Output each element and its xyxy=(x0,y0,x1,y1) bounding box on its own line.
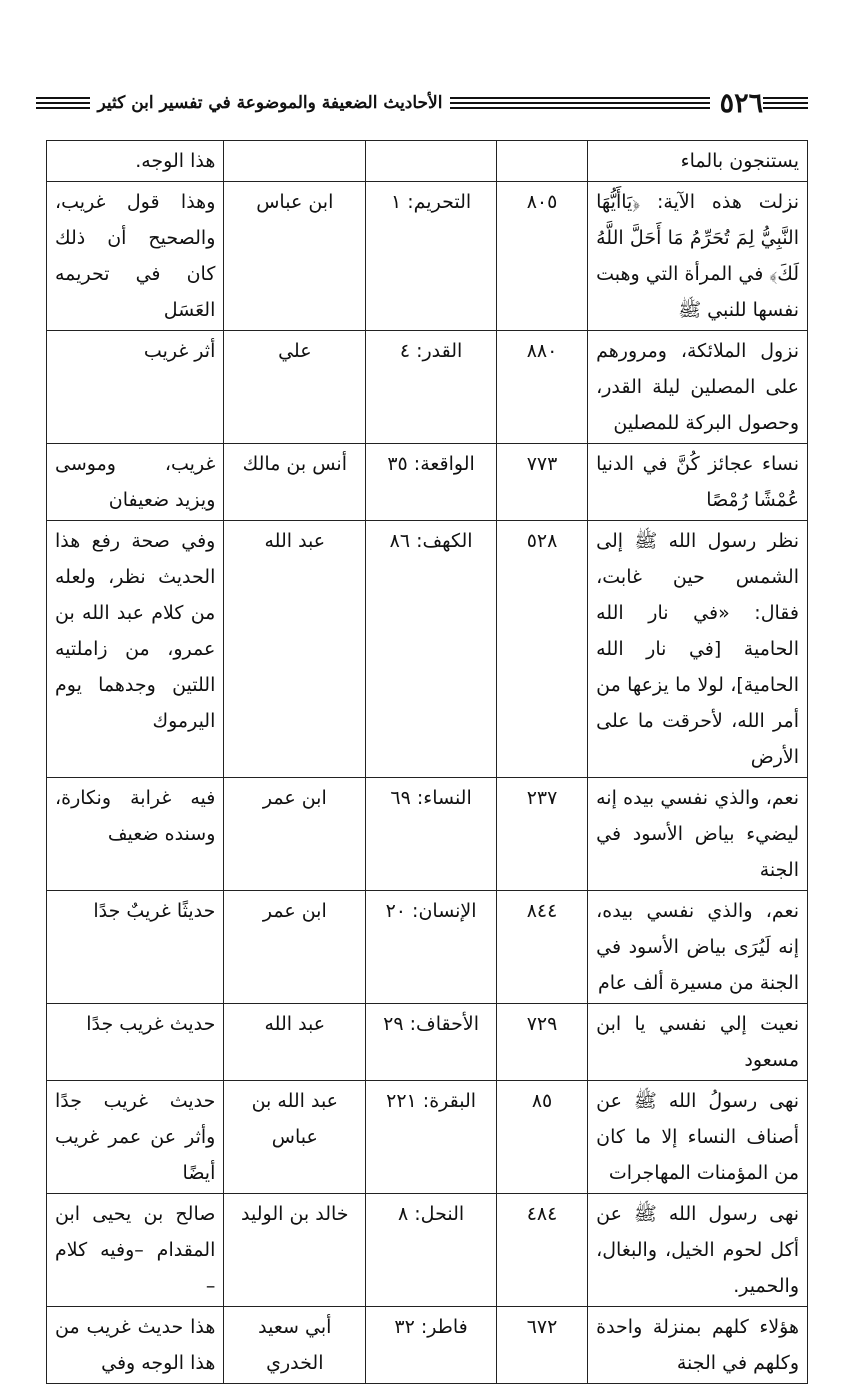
narrator-cell: ابن عمر xyxy=(224,778,366,891)
header-ornament-right xyxy=(763,97,808,109)
hadith-text-cell: نعم، والذي نفسي بيده إنه ليضيء بياض الأسود في الجنة xyxy=(588,778,808,891)
table-row xyxy=(47,444,808,521)
verse-number-cell: ٥٢٨ xyxy=(496,521,587,778)
header-ornament-left xyxy=(36,97,90,109)
grade-cell: حديثًا غريبٌ جدًا xyxy=(47,891,224,1004)
verse-number-cell: ٨٥ xyxy=(496,1081,587,1194)
hadith-text-cell: نساء عجائز كُنَّ في الدنيا عُمْشًا رُمْصًا xyxy=(588,444,808,521)
grade-cell: حديث غريب جدًا xyxy=(47,1004,224,1081)
grade-cell: فيه غرابة ونكارة، وسنده ضعيف xyxy=(47,778,224,891)
grade-cell: أثر غريب xyxy=(47,331,224,444)
verse-number-cell: ٧٢٩ xyxy=(496,1004,587,1081)
verse-number-cell: ٨٨٠ xyxy=(496,331,587,444)
narrator-cell: ابن عباس xyxy=(224,182,366,331)
surah-reference-cell: فاطر: ٣٢ xyxy=(366,1307,497,1384)
hadith-text-cell: يستنجون بالماء xyxy=(588,141,808,182)
surah-reference-cell xyxy=(366,141,497,182)
hadith-text-cell: نعم، والذي نفسي بيده، إنه لَيُرَى بياض الأسود في الجنة من مسيرة ألف عام xyxy=(588,891,808,1004)
narrator-cell: أبي سعيد الخدري xyxy=(224,1307,366,1384)
hadith-text-cell: نهى رسول الله ﷺ عن أكل لحوم الخيل، والبغال، والحمير. xyxy=(588,1194,808,1307)
verse-number-cell: ٨٠٥ xyxy=(496,182,587,331)
table-row xyxy=(47,331,808,444)
table-row xyxy=(47,1081,808,1194)
surah-reference-cell: التحريم: ١ xyxy=(366,182,497,331)
verse-number-cell: ٧٧٣ xyxy=(496,444,587,521)
verse-number-cell: ٨٤٤ xyxy=(496,891,587,1004)
table-row xyxy=(47,891,808,1004)
narrator-cell: خالد بن الوليد xyxy=(224,1194,366,1307)
hadith-table xyxy=(46,140,808,1384)
surah-reference-cell: النحل: ٨ xyxy=(366,1194,497,1307)
grade-cell: غريب، وموسى ويزيد ضعيفان xyxy=(47,444,224,521)
book-title: الأحاديث الضعيفة والموضوعة في تفسير ابن كثير xyxy=(97,93,443,113)
narrator-cell: علي xyxy=(224,331,366,444)
hadith-text-cell: هؤلاء كلهم بمنزلة واحدة وكلهم في الجنة xyxy=(588,1307,808,1384)
grade-cell: هذا حديث غريب من هذا الوجه وفي xyxy=(47,1307,224,1384)
narrator-cell: عبد الله بن عباس xyxy=(224,1081,366,1194)
table-row xyxy=(47,141,808,182)
grade-cell: حديث غريب جدًا وأثر عن عمر غريب أيضًا xyxy=(47,1081,224,1194)
surah-reference-cell: القدر: ٤ xyxy=(366,331,497,444)
verse-number-cell: ٤٨٤ xyxy=(496,1194,587,1307)
surah-reference-cell: الإنسان: ٢٠ xyxy=(366,891,497,1004)
surah-reference-cell: النساء: ٦٩ xyxy=(366,778,497,891)
header-ornament-middle xyxy=(450,97,709,109)
table-row xyxy=(47,1004,808,1081)
verse-number-cell: ٢٣٧ xyxy=(496,778,587,891)
narrator-cell: ابن عمر xyxy=(224,891,366,1004)
table-row xyxy=(47,182,808,331)
hadith-text-cell: نظر رسول الله ﷺ إلى الشمس حين غابت، فقال: «في نار الله الحامية [في نار الله الحامية]، لولا ما يزعها من أمر الله، لأحرقت ما على الأرض xyxy=(588,521,808,778)
surah-reference-cell: البقرة: ٢٢١ xyxy=(366,1081,497,1194)
table-row xyxy=(47,521,808,778)
surah-reference-cell: الكهف: ٨٦ xyxy=(366,521,497,778)
table-row xyxy=(47,1194,808,1307)
surah-reference-cell: الأحقاف: ٢٩ xyxy=(366,1004,497,1081)
hadith-text-cell: نعيت إلي نفسي يا ابن مسعود xyxy=(588,1004,808,1081)
table-row xyxy=(47,778,808,891)
grade-cell: وفي صحة رفع هذا الحديث نظر، ولعله من كلام عبد الله بن عمرو، من زاملتيه اللتين وجدهما يوم اليرموك xyxy=(47,521,224,778)
hadith-text-cell: نزول الملائكة، ومرورهم على المصلين ليلة القدر، وحصول البركة للمصلين xyxy=(588,331,808,444)
grade-cell: وهذا قول غريب، والصحيح أن ذلك كان في تحريمه العَسَل xyxy=(47,182,224,331)
narrator-cell xyxy=(224,141,366,182)
narrator-cell: أنس بن مالك xyxy=(224,444,366,521)
surah-reference-cell: الواقعة: ٣٥ xyxy=(366,444,497,521)
hadith-table-container xyxy=(46,140,808,1384)
grade-cell: هذا الوجه. xyxy=(47,141,224,182)
verse-number-cell xyxy=(496,141,587,182)
hadith-text-cell: نهى رسولُ الله ﷺ عن أصناف النساء إلا ما كان من المؤمنات المهاجرات xyxy=(588,1081,808,1194)
narrator-cell: عبد الله xyxy=(224,1004,366,1081)
verse-number-cell: ٦٧٢ xyxy=(496,1307,587,1384)
page-header xyxy=(36,88,808,118)
page-number: ٥٢٦ xyxy=(719,87,764,119)
grade-cell: صالح بن يحيى ابن المقدام –وفيه كلام – xyxy=(47,1194,224,1307)
narrator-cell: عبد الله xyxy=(224,521,366,778)
hadith-text-cell: نزلت هذه الآية: ﴿يَاأَيُّهَا النَّبِيُّ لِمَ تُحَرِّمُ مَا أَحَلَّ اللَّهُ لَكَ﴾ في المرأة التي وهبت نفسها للنبي ﷺ xyxy=(588,182,808,331)
